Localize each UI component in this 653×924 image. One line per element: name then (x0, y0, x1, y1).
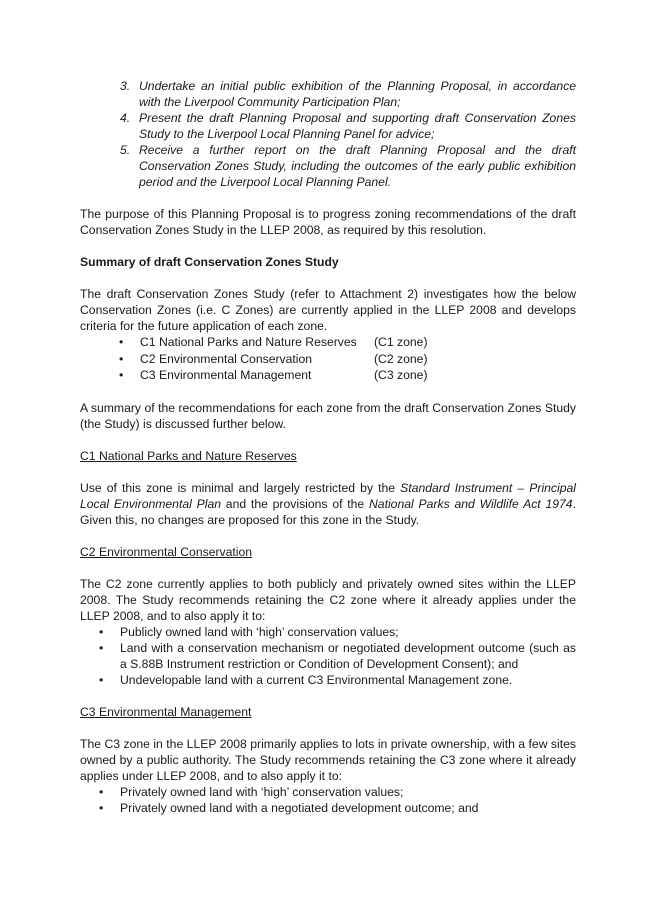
c3-criteria-list (80, 784, 576, 816)
item-number: 3. (120, 79, 131, 93)
item-text: Privately owned land with ‘high’ conservation values; (120, 784, 404, 799)
item-text: Undevelopable land with a current C3 Environmental Management zone. (120, 672, 513, 687)
list-item (80, 800, 576, 816)
bullet-icon: • (99, 624, 104, 639)
c3-intro-paragraph: The C3 zone in the LLEP 2008 primarily applies to lots in private ownership, with a few sites owned by a public authority. The Study recommends retaining the C3 zone where it already applies under LLEP 2008, and to also apply it to: (80, 736, 576, 783)
list-item (80, 78, 576, 110)
item-text: Undertake an initial public exhibition of the Planning Proposal, in accordance with the Liverpool Community Participation Plan; (139, 79, 576, 109)
summary-heading: Summary of draft Conservation Zones Study (80, 255, 339, 269)
list-item (80, 672, 576, 688)
c1-paragraph (80, 480, 576, 528)
item-number: 5. (120, 143, 131, 157)
list-item (80, 784, 576, 800)
list-item (80, 351, 576, 368)
bullet-icon: • (99, 672, 104, 687)
list-item (80, 334, 576, 351)
summary-outro-paragraph: A summary of the recommendations for each zone from the draft Conservation Zones Study (the Study) is discussed further below. (80, 400, 576, 431)
item-text: Present the draft Planning Proposal and supporting draft Conservation Zones Study to the Liverpool Local Planning Panel for advice; (139, 111, 576, 141)
c2-intro-paragraph: The C2 zone currently applies to both publicly and privately owned sites within the LLEP 2008. The Study recommends retaining the C2 zone where it already applies under the LLEP 2008, and to also apply it to: (80, 576, 576, 623)
list-item (80, 367, 576, 384)
bullet-icon: • (99, 640, 104, 655)
item-number: 4. (120, 111, 131, 125)
bullet-icon: • (119, 335, 124, 349)
list-item (80, 624, 576, 640)
purpose-paragraph: The purpose of this Planning Proposal is to progress zoning recommendations of the draft Conservation Zones Study in the LLEP 2008, as required by this resolution. (80, 207, 576, 237)
list-item (80, 640, 576, 672)
item-text: Publicly owned land with ‘high’ conservation values; (120, 624, 399, 639)
c1-act-title: National Parks and Wildlife Act 1974 (369, 496, 573, 511)
c1-text: and the provisions of the (221, 496, 369, 511)
bullet-icon: • (119, 368, 124, 382)
c3-heading: C3 Environmental Management (80, 704, 252, 719)
zone-code: (C3 zone) (374, 368, 428, 382)
zone-code: (C2 zone) (374, 351, 428, 366)
bullet-icon: • (99, 800, 104, 815)
list-item (80, 142, 576, 190)
c1-instrument-title: Standard Instrument – Principal Local Environmental Plan (80, 480, 576, 511)
summary-intro-paragraph: The draft Conservation Zones Study (refer to Attachment 2) investigates how the below Conservation Zones (i.e. C Zones) are currently applied in the LLEP 2008 and develops criteria for the future application of each zone. (80, 287, 576, 333)
item-text: Land with a conservation mechanism or negotiated development outcome (such as a S.88B Instrument restriction or Condition of Development Consent); and (120, 640, 576, 671)
zone-name: C3 Environmental Management (140, 368, 312, 382)
zone-name: C2 Environmental Conservation (140, 351, 313, 366)
c2-heading: C2 Environmental Conservation (80, 544, 253, 559)
document-content (80, 78, 576, 816)
c2-criteria-list (80, 624, 576, 688)
c1-text: Use of this zone is minimal and largely restricted by the (80, 480, 401, 495)
c1-text: . Given this, no changes are proposed for this zone in the Study. (80, 496, 576, 527)
item-text: Privately owned land with a negotiated development outcome; and (120, 800, 479, 815)
zones-list (80, 334, 576, 384)
list-item (80, 110, 576, 142)
item-text: Receive a further report on the draft Planning Proposal and the draft Conservation Zones Study, including the outcomes of the early public exhibition period and the Liverpool Local Planning Panel. (139, 143, 576, 189)
resolution-steps-list (80, 78, 576, 190)
c1-heading: C1 National Parks and Nature Reserves (80, 448, 297, 463)
bullet-icon: • (99, 784, 104, 799)
bullet-icon: • (119, 351, 124, 366)
zone-code: (C1 zone) (374, 335, 428, 349)
zone-name: C1 National Parks and Nature Reserves (140, 335, 357, 349)
